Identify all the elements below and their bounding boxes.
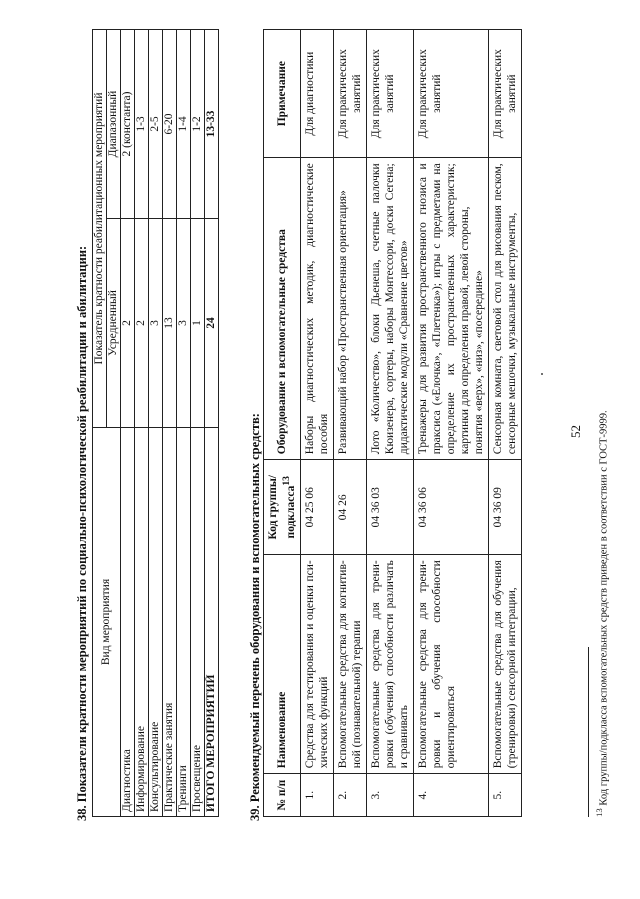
footnote	[594, 410, 610, 817]
col-group-header: Показатель кратности реабилитационных мероприятий	[93, 30, 107, 428]
table-total-row	[205, 30, 219, 817]
average-value: 13	[163, 219, 177, 428]
table-row	[177, 30, 191, 817]
average-value: 3	[149, 219, 163, 428]
item-name: Вспомогательные средства для обучения (тренировки) сенсорной интеграции,	[488, 555, 521, 774]
item-equipment: Развивающий набор «Пространственная ориентация»	[333, 158, 366, 460]
total-label: ИТОГО МЕРОПРИЯТИЙ	[205, 428, 219, 817]
item-note: Для практических занятий	[488, 30, 521, 158]
footnote-text: Код группы/подкласса вспомогательных средств приведен в соответствии с ГОСТ-9999.	[598, 410, 610, 806]
item-equipment-text: Тренажеры для развития пространственного гнозиса и праксиса («Елочка», «Плетенка»); игры с предметами на определение их пространственных характеристик; картинки для определения правой, левой стороны,	[416, 163, 471, 455]
item-note: Для диагностики	[300, 30, 333, 158]
item-note: Для практических занятий	[413, 30, 488, 158]
item-code: 04 25 06	[300, 460, 333, 555]
activity-name: Тренинги	[177, 428, 191, 817]
item-equipment: Сенсорная комната, световой стол для рисования песком, сенсорные мешочки, музыкальные инструменты,	[488, 158, 521, 460]
col-number-header: № п/п	[264, 774, 301, 817]
item-name: Вспомогательные средства для когнитивной (познавательной) терапии	[333, 555, 366, 774]
table-row	[121, 30, 135, 817]
row-number: 5.	[488, 774, 521, 817]
table-row	[163, 30, 177, 817]
average-value: 2	[135, 219, 149, 428]
activity-name: Просвещение	[191, 428, 205, 817]
range-value: 1-2	[191, 30, 205, 219]
average-value: 1	[191, 219, 205, 428]
row-number: 3.	[366, 774, 413, 817]
item-equipment: Наборы диагностических методик, диагностические пособия	[300, 158, 333, 460]
total-range-value: 13-33	[205, 30, 219, 219]
item-code: 04 26	[333, 460, 366, 555]
table-header-row	[93, 30, 107, 817]
table-row	[300, 30, 333, 817]
range-value: 2-5	[149, 30, 163, 219]
item-equipment-text-continued: понятия «верх», «низ», «посередине»	[472, 270, 485, 455]
col-range-header: Диапазонный	[107, 30, 121, 219]
table-header-row	[264, 30, 301, 817]
activity-name: Практические занятия	[163, 428, 177, 817]
item-code: 04 36 06	[413, 460, 488, 555]
item-code: 04 36 03	[366, 460, 413, 555]
multiplicity-table	[92, 29, 219, 817]
col-code-header	[264, 460, 301, 555]
table-row	[413, 30, 488, 817]
item-code: 04 36 09	[488, 460, 521, 555]
col-activity-header: Вид мероприятия	[93, 428, 121, 817]
row-number: 2.	[333, 774, 366, 817]
range-value: 1-3	[135, 30, 149, 219]
table-row	[366, 30, 413, 817]
footnote-ref: 13	[281, 476, 292, 486]
col-average-header: Усредненный	[107, 219, 121, 428]
range-value: 1-4	[177, 30, 191, 219]
footnote-divider	[588, 647, 589, 817]
item-name: Вспомогательные средства для тренировки и обучения способности ориентироваться	[413, 555, 488, 774]
table-row	[149, 30, 163, 817]
range-value: 2 (константа)	[121, 30, 135, 219]
row-number: 1.	[300, 774, 333, 817]
average-value: 3	[177, 219, 191, 428]
total-average-value: 24	[205, 219, 219, 428]
table-row	[333, 30, 366, 817]
stray-dot-mark	[541, 373, 543, 375]
row-number: 4.	[413, 774, 488, 817]
activity-name: Информирование	[135, 428, 149, 817]
page-number: 52	[568, 425, 583, 438]
item-equipment	[413, 158, 488, 460]
col-note-header: Примечание	[264, 30, 301, 158]
activity-name: Консультирование	[149, 428, 163, 817]
table-row	[191, 30, 205, 817]
code-header-text: Код группы/ подкласса	[267, 474, 297, 540]
equipment-table	[263, 29, 522, 817]
item-name: Вспомогательные средства для тренировки (обучения) способности различать и сравнивать	[366, 555, 413, 774]
item-note: Для практических занятий	[333, 30, 366, 158]
section-39-title: 39. Рекомендуемый перечень оборудования и вспомогательных средств:	[248, 413, 262, 821]
average-value: 2	[121, 219, 135, 428]
table-row	[135, 30, 149, 817]
item-equipment: Лото «Количество», блоки Дьенеша, счетные палочки Кюизенера, сортеры, наборы Монтессори, доски Сегена; дидактические модули «Сравнение цветов»	[366, 158, 413, 460]
range-value: 6-20	[163, 30, 177, 219]
section-38-title: 38. Показатели кратности мероприятий по социально-психологической реабилитации и абилитации:	[75, 245, 89, 821]
table-row	[488, 30, 521, 817]
col-name-header: Наименование	[264, 555, 301, 774]
activity-name: Диагностика	[121, 428, 135, 817]
col-equipment-header: Оборудование и вспомогательные средства	[264, 158, 301, 460]
item-note: Для практических занятий	[366, 30, 413, 158]
item-name: Средства для тестирования и оценки психических функций	[300, 555, 333, 774]
footnote-marker: 13	[594, 808, 604, 817]
